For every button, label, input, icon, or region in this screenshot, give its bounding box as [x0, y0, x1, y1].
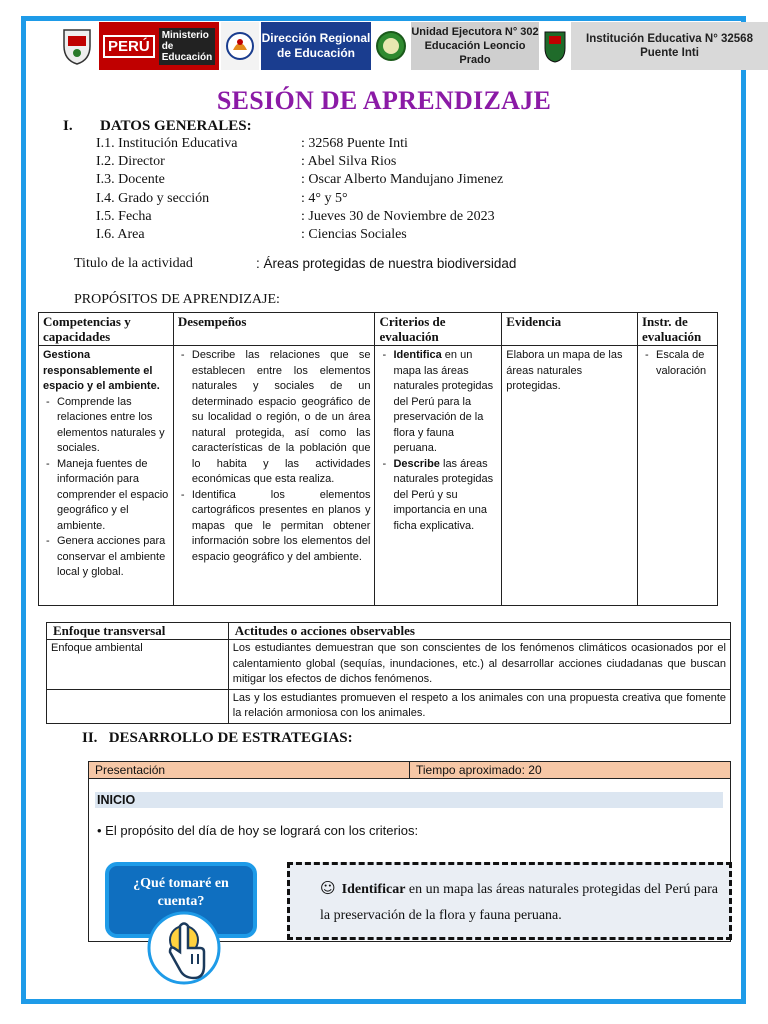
- section-1-number: I.: [63, 118, 73, 134]
- school-shield-icon: [541, 22, 569, 70]
- school-label: Institución Educativa N° 32568 Puente Inti: [571, 22, 768, 70]
- desempenos-cell: [173, 346, 375, 606]
- actitud-cell: Los estudiantes demuestran que son conscientes de los fenómenos climáticos ocasionados por el calentamiento global (sequías, inundaciones, etc.) al desarrollar acciones ciudadanas que buscan mitigar los efectos de dichos fenómenos.: [228, 640, 730, 690]
- section-1-title: DATOS GENERALES:: [100, 118, 252, 134]
- page-title: SESIÓN DE APRENDIZAJE: [216, 86, 552, 115]
- national-shield-logo: [57, 22, 97, 70]
- criterio-item: - Identifica en un mapa las áreas naturales protegidas del Perú para la preservación de la flora y fauna peruana.: [379, 348, 497, 457]
- enfoque-cell: Enfoque ambiental: [47, 640, 229, 690]
- regional-emblem: [221, 22, 259, 70]
- capacidad-item: - Comprende las relaciones entre los elementos naturales y sociales.: [43, 395, 169, 457]
- desempeno-item: - Describe las relaciones que se establecen entre los elementos naturales y sociales de un determinado espacio geográfico de su localidad o región, o de un área natural protegida, así como las características de la población que lo habita y las actividades económicas que esta realiza.: [178, 348, 371, 488]
- competencia-name: Gestiona responsablemente el espacio y el ambiente.: [43, 349, 160, 392]
- general-row: I.2. Director : Abel Silva Rios: [96, 154, 397, 170]
- presentation-label: Presentación: [89, 762, 410, 778]
- instrumento-item: - Escala de valoración: [642, 348, 713, 379]
- general-row: I.4. Grado y sección : 4° y 5°: [96, 190, 348, 206]
- criterio-item: - Describe las áreas naturales protegidas del Perú y su importancia en una ficha explicativa.: [379, 457, 497, 535]
- general-row: I.3. Docente : Oscar Alberto Mandujano Jimenez: [96, 172, 504, 188]
- desempeno-item: - Identifica los elementos cartográficos presentes en planos y mapas que le permitan obtener información sobre los elementos del espacio geográfico y del ambiente.: [178, 488, 371, 566]
- table-row: [47, 640, 731, 690]
- ue-seal-icon: [373, 22, 409, 70]
- time-label: Tiempo aproximado: 20: [416, 763, 542, 777]
- header-competencias: Competencias y capacidades: [39, 313, 174, 346]
- capacidad-item: - Maneja fuentes de información para comprender el espacio geográfico y el ambiente.: [43, 457, 169, 535]
- question-button[interactable]: ¿Qué tomaré en cuenta?: [105, 862, 257, 938]
- transversal-approach-table: [46, 622, 731, 724]
- table-row: [47, 689, 731, 723]
- criterios-cell: [375, 346, 502, 606]
- header-criterios: Criterios de evaluación: [375, 313, 502, 346]
- tap-hand-icon: [146, 908, 222, 994]
- general-data-list: [96, 136, 503, 245]
- section-2-heading: II. DESARROLLO DE ESTRATEGIAS:: [82, 730, 353, 746]
- header-desempenos: Desempeños: [173, 313, 375, 346]
- general-row: I.5. Fecha : Jueves 30 de Noviembre de 2023: [96, 208, 495, 224]
- dre-label: Dirección Regional de Educación: [261, 22, 371, 70]
- competencies-table: [38, 312, 718, 606]
- presentation-bar: [89, 762, 730, 779]
- inicio-heading: INICIO: [95, 792, 723, 808]
- competencias-cell: [39, 346, 174, 606]
- general-row: I.6. Area : Ciencias Sociales: [96, 226, 407, 242]
- enfoque-cell: [47, 689, 229, 723]
- header-actitudes: Actitudes o acciones observables: [228, 623, 730, 640]
- purpose-line: • El propósito del día de hoy se logrará con los criterios:: [97, 823, 419, 838]
- evidencia-cell: Elabora un mapa de las áreas naturales protegidas.: [502, 346, 638, 606]
- capacidad-item: - Genera acciones para conservar el ambiente local y global.: [43, 534, 169, 581]
- activity-title-row: Titulo de la actividad : Áreas protegidas de nuestra biodiversidad: [74, 256, 517, 271]
- instrumento-cell: [638, 346, 718, 606]
- learning-purposes-heading: PROPÓSITOS DE APRENDIZAJE:: [74, 292, 280, 307]
- actitud-cell: Las y los estudiantes promueven el respeto a los animales con una propuesta creativa que fomente la relación armoniosa con los animales.: [228, 689, 730, 723]
- minedu-logo: PERÚ Ministerio de Educación: [99, 22, 219, 70]
- institution-header: [57, 22, 768, 70]
- ue-label: Unidad Ejecutora N° 302 Educación Leoncio Prado: [411, 22, 539, 70]
- criteria-card: ☺ Identificar en un mapa las áreas naturales protegidas del Perú para la preservación de la flora y fauna peruana.: [287, 862, 732, 940]
- smiley-icon: ☺: [320, 879, 336, 897]
- header-evidencia: Evidencia: [502, 313, 638, 346]
- header-instrumento: Instr. de evaluación: [638, 313, 718, 346]
- header-enfoque: Enfoque transversal: [47, 623, 229, 640]
- general-row: I.1. Institución Educativa : 32568 Puente Inti: [96, 136, 408, 151]
